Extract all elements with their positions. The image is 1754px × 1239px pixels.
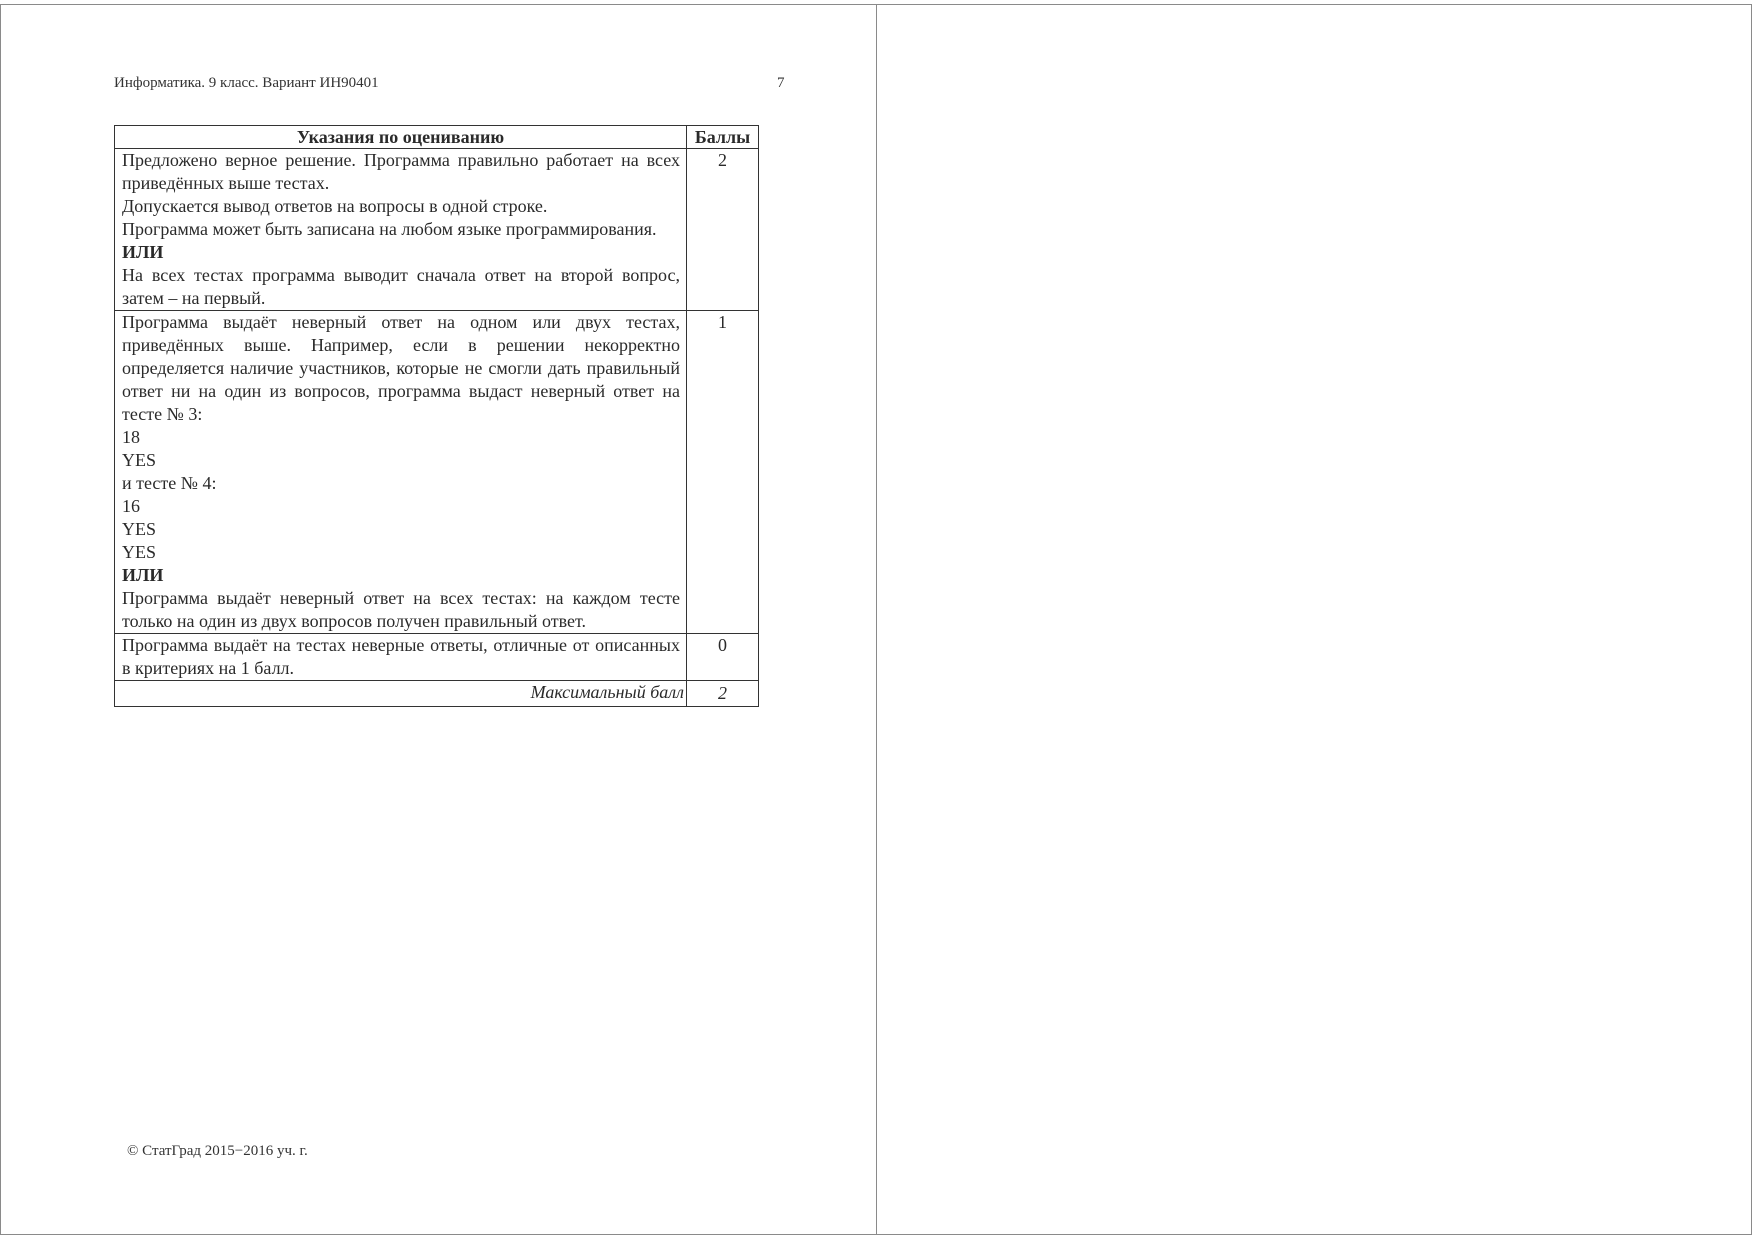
test-output-line: 16 [122,496,140,516]
criteria-line: Программа выдаёт на тестах неверные ответы, отличные от описанных в критериях на 1 балл. [122,635,680,678]
page-number: 7 [777,75,785,91]
page-right-blank [876,4,1752,1235]
test-output-line: YES [122,542,157,562]
test-output-line: YES [122,519,157,539]
points-cell: 2 [686,149,758,311]
criteria-cell [115,634,687,681]
or-separator: ИЛИ [122,565,164,585]
column-header-points: Баллы [686,126,758,149]
criteria-line: Программа выдаёт неверный ответ на одном или двух тестах, приведённых выше. Например, если в решении некорректно определяется наличие участников, которые не смогли дать правильный ответ ни на один из вопросов, программа выдаст неверный ответ на тесте № 3: [122,312,680,424]
criteria-cell [115,311,687,634]
column-header-criteria: Указания по оцениванию [115,126,687,149]
criteria-line: Допускается вывод ответов на вопросы в одной строке. [122,196,548,216]
total-row [115,681,759,707]
table-header-row [115,126,759,149]
max-score-value: 2 [686,681,758,707]
grading-criteria-table [114,125,759,707]
criteria-line: На всех тестах программа выводит сначала ответ на второй вопрос, затем – на первый. [122,265,680,308]
running-header: Информатика. 9 класс. Вариант ИН90401 [114,75,379,91]
points-cell: 0 [686,634,758,681]
table-row [115,149,759,311]
criteria-cell [115,149,687,311]
table-row [115,634,759,681]
criteria-line: Предложено верное решение. Программа правильно работает на всех приведённых выше тестах. [122,150,680,193]
copyright-footer: © СтатГрад 2015−2016 уч. г. [127,1143,308,1159]
points-cell: 1 [686,311,758,634]
test-output-line: 18 [122,427,140,447]
page-left [0,4,878,1235]
table-row [115,311,759,634]
criteria-line: Программа выдаёт неверный ответ на всех тестах: на каждом тесте только на один из двух вопросов получен правильный ответ. [122,588,680,631]
or-separator: ИЛИ [122,242,164,262]
criteria-line: Программа может быть записана на любом языке программирования. [122,219,657,239]
max-score-label: Максимальный балл [115,681,687,707]
test-output-line: YES [122,450,157,470]
criteria-line: и тесте № 4: [122,473,217,493]
